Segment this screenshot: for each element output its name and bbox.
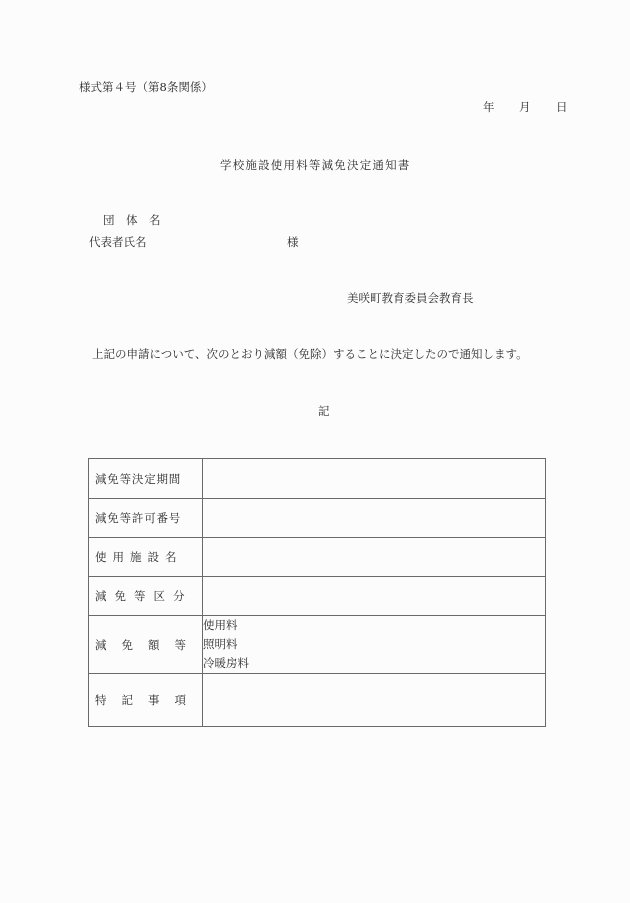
value-decision-period[interactable]: [203, 459, 546, 499]
table-row: [89, 538, 546, 577]
date-year-label: 年: [483, 100, 495, 114]
label-special-notes: 特記事項: [89, 674, 203, 727]
table-row: [89, 674, 546, 727]
table-row: [89, 499, 546, 538]
label-decision-period: 減免等決定期間: [89, 459, 203, 499]
label-exemption-category: 減免等区分: [89, 577, 203, 616]
table-row: [89, 616, 546, 674]
fee-heating-cooling: 冷暖房料: [203, 656, 249, 670]
fee-lighting: 照明料: [203, 637, 238, 651]
notice-body-text: 上記の申請について、次のとおり減額（免除）することに決定したので通知します。: [92, 347, 528, 361]
table-row: [89, 459, 546, 499]
representative-name-label: 代表者氏名: [89, 235, 147, 249]
date-day-label: 日: [556, 100, 568, 114]
organization-name-label: 団 体 名: [103, 213, 161, 227]
form-number: 様式第４号（第8条関係）: [79, 80, 213, 94]
value-facility-name[interactable]: [203, 538, 546, 577]
value-exemption-amount[interactable]: [203, 616, 546, 674]
label-permit-number: 減免等許可番号: [89, 499, 203, 538]
value-exemption-category[interactable]: [203, 577, 546, 616]
honorific-sama: 様: [287, 235, 299, 249]
table-row: [89, 577, 546, 616]
ki-heading: 記: [318, 404, 330, 418]
exemption-details-table: [88, 458, 546, 727]
date-month-label: 月: [519, 100, 531, 114]
document-title: 学校施設使用料等減免決定通知書: [220, 158, 411, 172]
label-exemption-amount: 減免額等: [89, 616, 203, 674]
label-facility-name: 使用施設名: [89, 538, 203, 577]
value-special-notes[interactable]: [203, 674, 546, 727]
issuer-name: 美咲町教育委員会教育長: [347, 291, 474, 305]
value-permit-number[interactable]: [203, 499, 546, 538]
fee-usage: 使用料: [203, 618, 238, 632]
